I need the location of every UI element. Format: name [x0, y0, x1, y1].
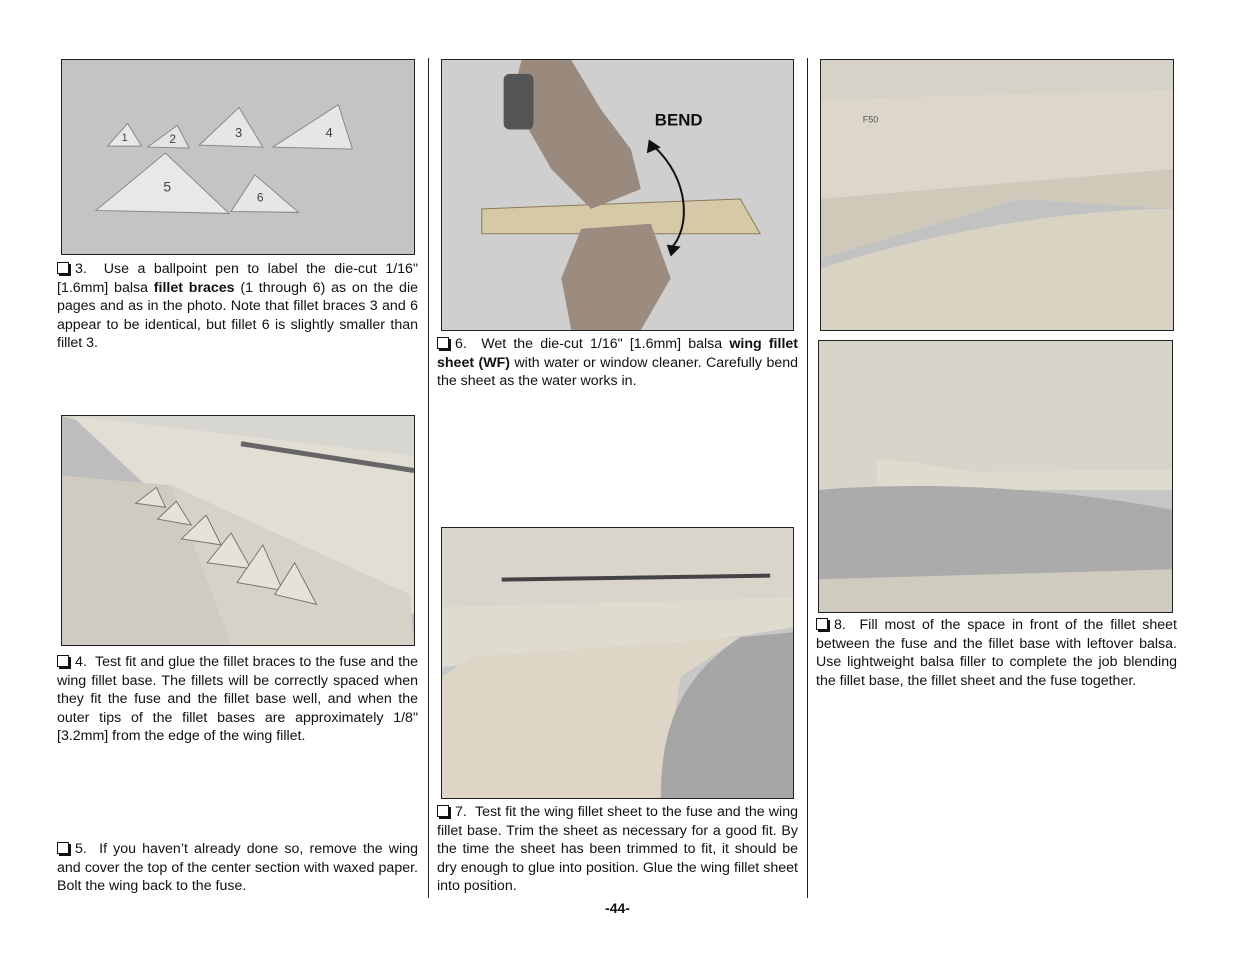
checkbox-icon[interactable]	[57, 262, 69, 274]
photo-fillet-braces	[61, 59, 415, 255]
fillet-label-6: 6	[256, 190, 264, 205]
photo-fuse-closeup	[820, 59, 1174, 331]
column-divider-right	[807, 58, 808, 898]
step-8-text: 8. Fill most of the space in front of the fillet sheet between the fuse and the fillet base with leftover balsa. Use lightweight balsa filler to complete the job blending the fillet base, the fillet sheet and the fuse together.	[816, 617, 1178, 689]
checkbox-icon[interactable]	[437, 337, 449, 349]
fillet-label-5: 5	[163, 178, 172, 195]
bend-label: BEND	[654, 110, 703, 130]
fillet-label-2: 2	[169, 132, 177, 147]
column-divider-left	[428, 58, 429, 898]
fuse-stamp-label: F50	[862, 114, 879, 125]
photo-fillet-sheet-fit	[441, 527, 794, 799]
photo-filled-fillet	[818, 340, 1173, 613]
step-3-text: 3. Use a ballpoint pen to label the die-cut 1/16" [1.6mm] balsa fillet braces (1 through 6) as on the die pages and as in the photo. Note that fillet braces 3 and 6 appear to be identical, but fillet 6 is slightly smaller than fillet 3.	[57, 261, 418, 352]
photo-fillet-braces-glued	[61, 415, 415, 646]
step-5-text: 5. If you haven’t already done so, remove the wing and cover the top of the center section with waxed paper. Bolt the wing back to the fuse.	[57, 841, 418, 895]
fillet-label-3: 3	[235, 125, 243, 141]
checkbox-icon[interactable]	[437, 805, 449, 817]
page-number: -44-	[605, 900, 630, 916]
photo-bend-fillet-sheet	[441, 59, 794, 331]
step-7-text: 7. Test fit the wing fillet sheet to the fuse and the wing fillet base. Trim the sheet as necessary for a good fit. By the time the sheet has been trimmed to fit, it should be dry enough to glue into position. Glue the wing fillet sheet into position.	[437, 804, 798, 895]
step-4-text: 4. Test fit and glue the fillet braces to the fuse and the wing fillet base. The fillets will be correctly spaced when they fit the fuse and the fillet base well, and when the outer tips of the fillet bases are approximately 1/8" [3.2mm] from the edge of the wing fillet.	[57, 654, 418, 745]
checkbox-icon[interactable]	[816, 618, 828, 630]
step-6-text: 6. Wet the die-cut 1/16" [1.6mm] balsa wing fillet sheet (WF) with water or window cleaner. Carefully bend the sheet as the water works in.	[437, 336, 798, 390]
checkbox-icon[interactable]	[57, 842, 69, 854]
fillet-label-1: 1	[121, 132, 128, 145]
fillet-label-4: 4	[325, 125, 333, 141]
checkbox-icon[interactable]	[57, 655, 69, 667]
